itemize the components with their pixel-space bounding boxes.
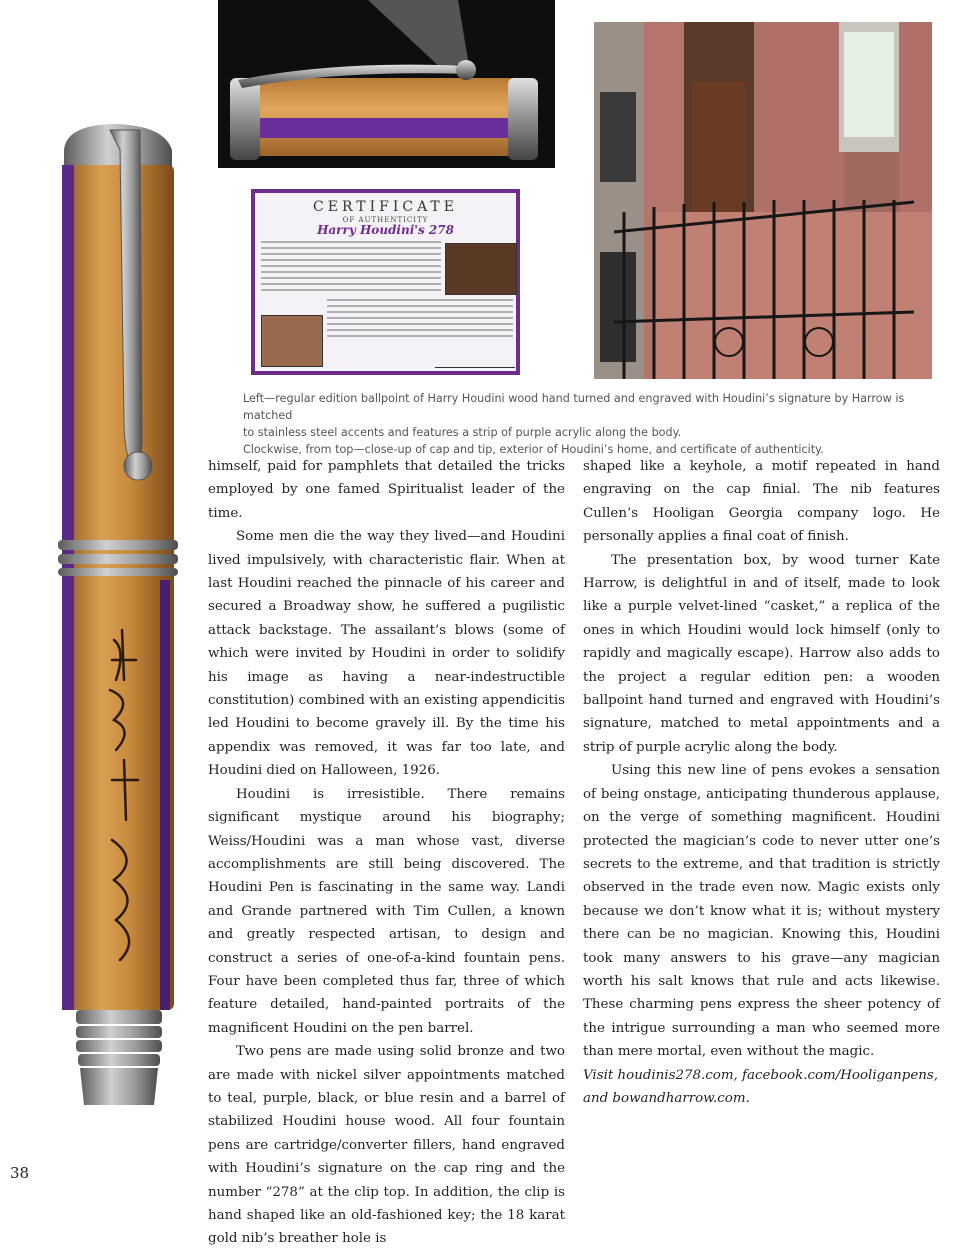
- visit-links: Visit houdinis278.com, facebook.com/Hooliganpens, and bowandharrow.com.: [583, 1067, 939, 1106]
- brownstone-exterior-image: [594, 22, 932, 379]
- right-paragraph-1: shaped like a keyhole, a motif repeated in hand engraving on the cap finial. The nib features Cullen’s Hooligan Georgia company logo. He personally applies a final coat of finish.: [583, 459, 940, 545]
- left-column: [208, 455, 565, 1251]
- certificate-inset-photo: [445, 243, 517, 295]
- certificate-body-text: [261, 241, 441, 295]
- certificate-title: CERTIFICATE: [313, 199, 458, 215]
- photo-caption: [243, 390, 943, 458]
- left-paragraph-1: himself, paid for pamphlets that detailed the tricks employed by one famed Spiritualist leader of the time.: [208, 459, 565, 521]
- certificate-name: Harry Houdini's 278: [317, 223, 454, 237]
- certificate-house-photo: [261, 315, 323, 367]
- page-number: 38: [10, 1164, 30, 1182]
- cap-and-tip-photo: [218, 0, 555, 168]
- houdini-home-photo: [594, 22, 932, 379]
- right-paragraph-2: The presentation box, by wood turner Kate Harrow, is delightful in and of itself, made to look like a purple velvet-lined “casket,” a replica of the ones in which Houdini would lock himself (only to rapidly and magically escape). Harrow also adds to the project a regular edition pen: a wooden ballpoint hand turned and engraved with Houdini’s signature, matched to metal appointments and a strip of purple acrylic along the body.: [583, 552, 940, 755]
- certificate-body-text-lower: [327, 299, 513, 341]
- cap-closeup-image: [218, 0, 555, 168]
- left-paragraph-3: Houdini is irresistible. There remains significant mystique around his biography; Weiss/Houdini was a man whose vast, diverse accomplishments are still being discovered. The Houdini Pen is fascinating in the same way. Landi and Grande partnered with Tim Cullen, a known and greatly respected artisan, to design and construct a series of one-of-a-kind fountain pens. Four have been completed thus far, three of which feature detailed, hand-painted portraits of the magnificent Houdini on the pen barrel.: [208, 786, 565, 1036]
- certificate-photo: [245, 183, 526, 381]
- certificate-signature: [435, 343, 515, 368]
- certificate-subtitle: OF AUTHENTICITY: [342, 216, 429, 224]
- caption-line-3: Clockwise, from top—close-up of cap and tip, exterior of Houdini’s home, and certificate of authenticity.: [243, 443, 824, 456]
- ballpoint-pen-image: [54, 120, 184, 1110]
- pen-photo: [54, 120, 184, 1110]
- caption-line-2: to stainless steel accents and features a strip of purple acrylic along the body.: [243, 426, 682, 439]
- certificate-card: [251, 189, 520, 375]
- left-paragraph-2: Some men die the way they lived—and Houdini lived impulsively, with characteristic flair. When at last Houdini reached the pinnacle of his career and secured a Broadway show, he suffered a pugilistic attack backstage. The assailant’s blows (some of which were invited by Houdini in order to solidify his image as having a near-indestructible constitution) combined with an existing appendicitis led Houdini to become gravely ill. By the time his appendix was removed, it was far too late, and Houdini died on Halloween, 1926.: [208, 529, 565, 779]
- left-paragraph-4: Two pens are made using solid bronze and two are made with nickel silver appointments matched to teal, purple, black, or blue resin and a barrel of stabilized Houdini house wood. All four fountain pens are cartridge/converter fillers, hand engraved with Houdini’s signature on the cap ring and the number “278” at the clip top. In addition, the clip is hand shaped like an old-fashioned key; the 18 karat gold nib’s breather hole is: [208, 1044, 565, 1247]
- caption-line-1: Left—regular edition ballpoint of Harry Houdini wood hand turned and engraved with Houdini’s signature by Harrow is matched: [243, 392, 905, 422]
- right-paragraph-3: Using this new line of pens evokes a sensation of being onstage, anticipating thunderous applause, on the verge of something magnificent. Houdini protected the magician’s code to never utter one’s secrets to the extreme, and that tradition is strictly observed in the trade even now. Magic exists only because we don’t know what it is; without mystery there can be no magician. Knowing this, Houdini took many answers to his grave—any magician worth his salt knows that rule and acts likewise. These charming pens express the sheer potency of the intrigue surrounding a man who seemed more than mere mortal, even without the magic.: [583, 763, 940, 1060]
- right-column: [583, 455, 940, 1110]
